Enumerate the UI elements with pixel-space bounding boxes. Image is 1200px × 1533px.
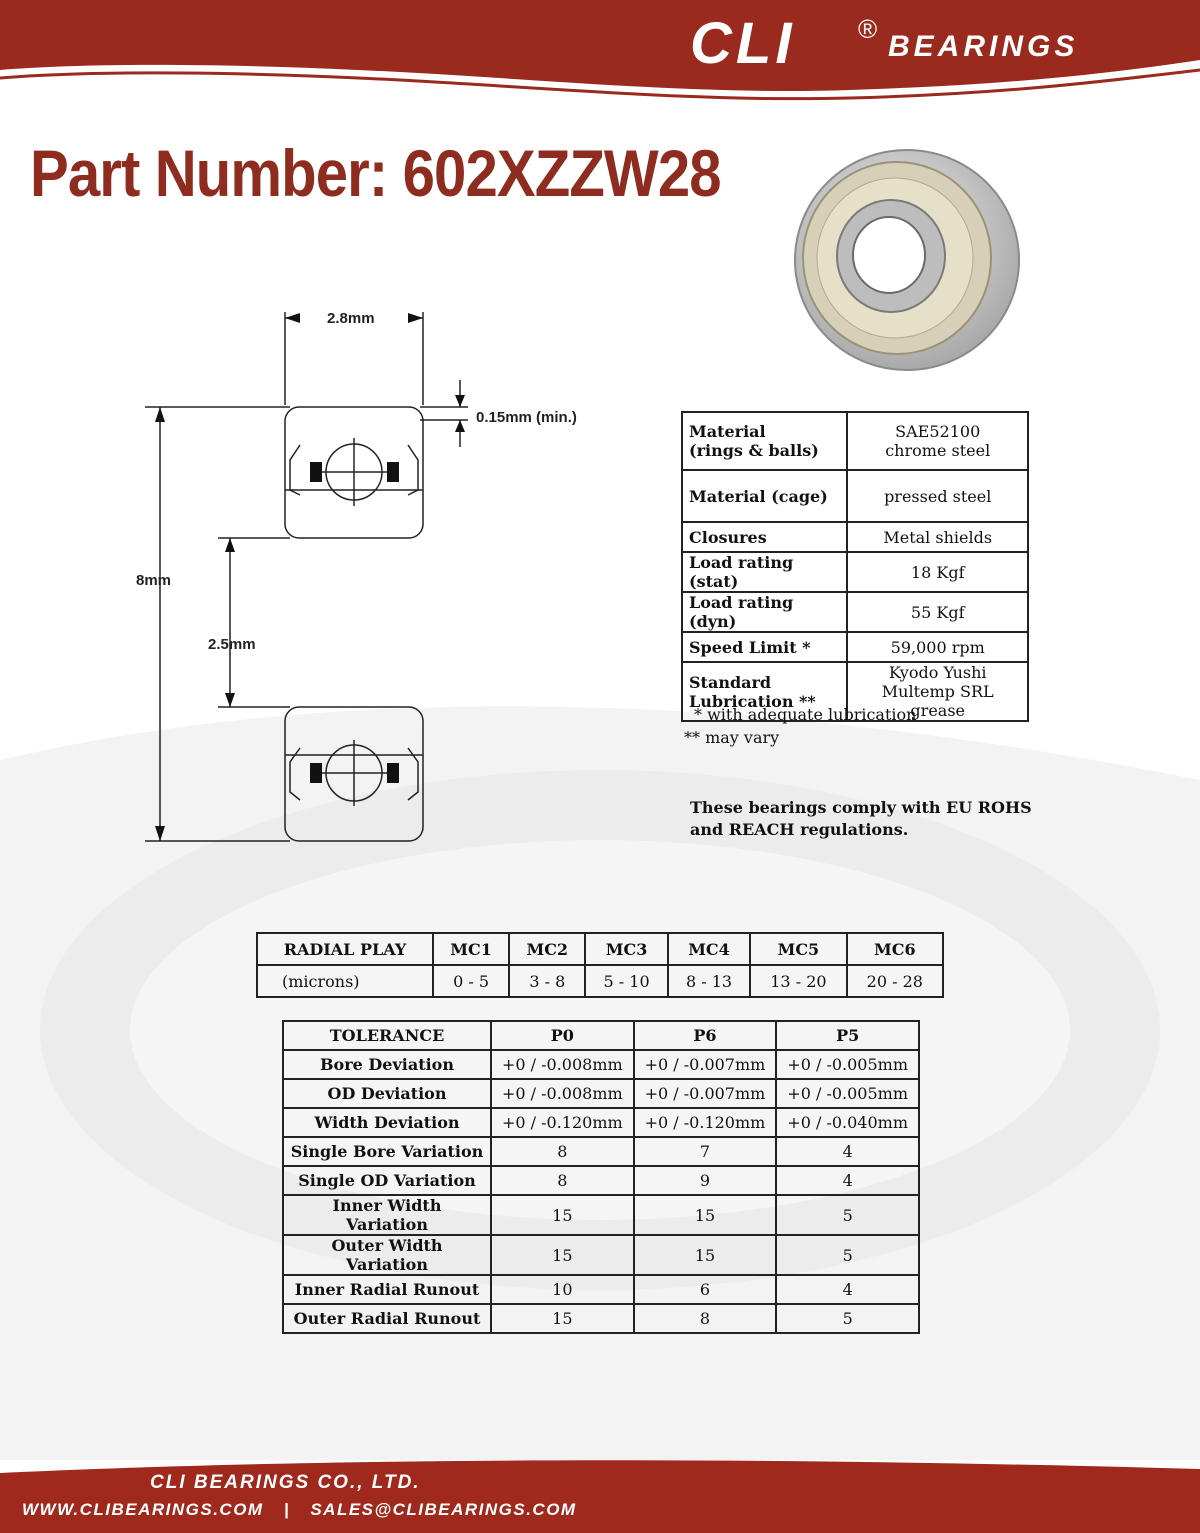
brand-logo-bearings: BEARINGS — [888, 30, 1079, 63]
tolerance-label: Outer Radial Runout — [283, 1304, 491, 1333]
tolerance-value: 9 — [634, 1166, 777, 1195]
radial-play-header: MC6 — [847, 933, 943, 965]
dimension-width: 2.8mm — [327, 310, 375, 327]
tolerance-row — [283, 1235, 919, 1275]
tolerance-row — [283, 1079, 919, 1108]
spec-value: 18 Kgf — [847, 552, 1028, 592]
radial-play-value: 20 - 28 — [847, 965, 943, 997]
tolerance-header: P5 — [776, 1021, 919, 1050]
tolerance-value: +0 / -0.040mm — [776, 1108, 919, 1137]
radial-play-header: MC5 — [750, 933, 846, 965]
tolerance-value: 15 — [634, 1195, 777, 1235]
radial-play-value: 3 - 8 — [509, 965, 585, 997]
radial-play-header: MC2 — [509, 933, 585, 965]
tolerance-table — [282, 1020, 920, 1334]
tolerance-row — [283, 1050, 919, 1079]
tolerance-header: P0 — [491, 1021, 634, 1050]
tolerance-header: TOLERANCE — [283, 1021, 491, 1050]
tolerance-value: 4 — [776, 1166, 919, 1195]
tolerance-value: +0 / -0.005mm — [776, 1079, 919, 1108]
tolerance-value: 8 — [491, 1137, 634, 1166]
tolerance-label: Single OD Variation — [283, 1166, 491, 1195]
tolerance-label: Single Bore Variation — [283, 1137, 491, 1166]
spec-value: Metal shields — [847, 522, 1028, 552]
tolerance-value: 15 — [634, 1235, 777, 1275]
tolerance-row — [283, 1108, 919, 1137]
tolerance-row — [283, 1275, 919, 1304]
radial-play-unit: (microns) — [257, 965, 433, 997]
spec-value: SAE52100 chrome steel — [847, 412, 1028, 470]
tolerance-value: +0 / -0.120mm — [634, 1108, 777, 1137]
dimension-bore: 2.5mm — [208, 636, 256, 653]
tolerance-value: 7 — [634, 1137, 777, 1166]
tolerance-value: 15 — [491, 1195, 634, 1235]
tolerance-label: OD Deviation — [283, 1079, 491, 1108]
tolerance-value: +0 / -0.008mm — [491, 1079, 634, 1108]
dimension-chamfer: 0.15mm (min.) — [476, 409, 577, 426]
tolerance-value: 8 — [634, 1304, 777, 1333]
spec-value: 55 Kgf — [847, 592, 1028, 632]
spec-table — [681, 411, 1029, 722]
tolerance-header: P6 — [634, 1021, 777, 1050]
radial-play-table — [256, 932, 944, 998]
tolerance-label: Outer Width Variation — [283, 1235, 491, 1275]
page-title: Part Number: 602XZZW28 — [30, 136, 721, 210]
spec-notes — [684, 703, 916, 749]
tolerance-value: 8 — [491, 1166, 634, 1195]
tolerance-value: 4 — [776, 1137, 919, 1166]
tolerance-value: 6 — [634, 1275, 777, 1304]
footer-website-link[interactable]: WWW.CLIBEARINGS.COM — [22, 1500, 264, 1519]
compliance-statement: These bearings comply with EU ROHS and REACH regulations. — [690, 798, 1032, 839]
tolerance-value: 4 — [776, 1275, 919, 1304]
spec-label: Material (rings & balls) — [682, 412, 847, 470]
radial-play-header: MC4 — [668, 933, 750, 965]
radial-play-value: 8 - 13 — [668, 965, 750, 997]
tolerance-row — [283, 1195, 919, 1235]
tolerance-row — [283, 1137, 919, 1166]
tolerance-value: +0 / -0.120mm — [491, 1108, 634, 1137]
tolerance-value: +0 / -0.005mm — [776, 1050, 919, 1079]
spec-label: Standard Lubrication ** — [682, 662, 847, 721]
tolerance-row — [283, 1166, 919, 1195]
tolerance-value: +0 / -0.007mm — [634, 1050, 777, 1079]
footer-banner — [0, 1455, 1200, 1533]
note-may-vary: ** may vary — [684, 728, 780, 747]
radial-play-value: 13 - 20 — [750, 965, 846, 997]
radial-play-value: 5 - 10 — [585, 965, 667, 997]
bearing-cross-section-drawing — [130, 300, 610, 860]
tolerance-label: Inner Radial Runout — [283, 1275, 491, 1304]
tolerance-value: 15 — [491, 1235, 634, 1275]
tolerance-value: 10 — [491, 1275, 634, 1304]
radial-play-header: MC3 — [585, 933, 667, 965]
footer-contact — [22, 1500, 577, 1520]
spec-value: 59,000 rpm — [847, 632, 1028, 662]
footer-separator: | — [283, 1500, 291, 1519]
tolerance-value: 5 — [776, 1195, 919, 1235]
tolerance-value: 5 — [776, 1235, 919, 1275]
footer-company-name: CLI BEARINGS CO., LTD. — [150, 1472, 421, 1493]
dimension-outer-diameter: 8mm — [136, 572, 172, 589]
bearing-photo — [785, 140, 1020, 375]
spec-label: Closures — [682, 522, 847, 552]
tolerance-value: 15 — [491, 1304, 634, 1333]
tolerance-value: +0 / -0.007mm — [634, 1079, 777, 1108]
registered-mark: ® — [858, 14, 878, 44]
radial-play-header: MC1 — [433, 933, 509, 965]
note-lubrication: * with adequate lubrication — [694, 705, 917, 724]
spec-label: Speed Limit * — [682, 632, 847, 662]
spec-label: Load rating (dyn) — [682, 592, 847, 632]
tolerance-value: 5 — [776, 1304, 919, 1333]
brand-logo-cli: CLI — [690, 11, 796, 76]
tolerance-label: Width Deviation — [283, 1108, 491, 1137]
spec-label: Load rating (stat) — [682, 552, 847, 592]
tolerance-value: +0 / -0.008mm — [491, 1050, 634, 1079]
tolerance-label: Inner Width Variation — [283, 1195, 491, 1235]
spec-value: Kyodo Yushi Multemp SRL grease — [847, 662, 1028, 721]
radial-play-value: 0 - 5 — [433, 965, 509, 997]
radial-play-header: RADIAL PLAY — [257, 933, 433, 965]
spec-value: pressed steel — [847, 470, 1028, 522]
tolerance-label: Bore Deviation — [283, 1050, 491, 1079]
footer-email-link[interactable]: SALES@CLIBEARINGS.COM — [310, 1500, 577, 1519]
spec-label: Material (cage) — [682, 470, 847, 522]
tolerance-row — [283, 1304, 919, 1333]
